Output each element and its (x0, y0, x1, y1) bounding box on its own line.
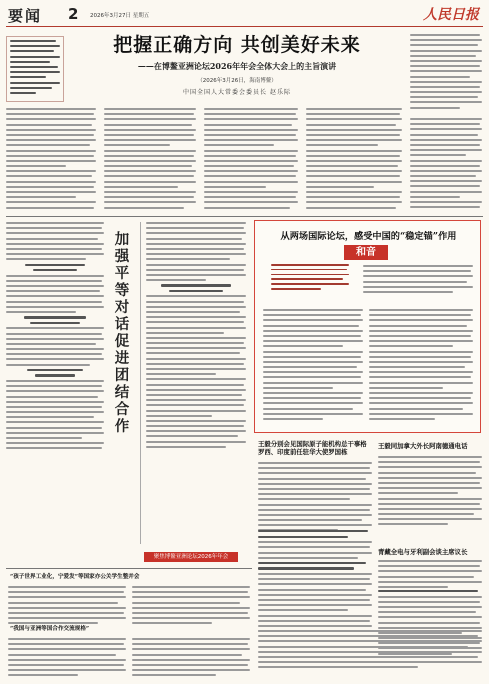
main-subheadline: ——在博鳌亚洲论坛2026年年会全体大会上的主旨演讲 (137, 61, 337, 71)
news-body-wangyi-canada (378, 456, 482, 529)
column-rule (140, 222, 141, 544)
bottom-headline-2: “我国与亚洲等国合作交流规格” (10, 626, 90, 632)
main-body-col-1 (6, 108, 96, 212)
feature-body-right-top (363, 265, 473, 296)
issue-date: 2026年3月27日 星期五 (90, 13, 150, 19)
news-headline-wangyi-meetings: 王毅分别会见国际原子能机构总干事格罗西、印度前任驻华大使罗国栋 (258, 440, 367, 456)
main-dateline: （2026年3月26日，海南博鳌） (197, 78, 277, 84)
section-divider (6, 216, 483, 217)
bottom-headline-1: “孩子世界工业化，宁爱发”等国家亦公关学生整并会 (10, 574, 140, 580)
feature-column-badge: 和音 (344, 245, 388, 260)
main-story-head (72, 30, 402, 96)
section-name: 要闻 (8, 7, 43, 25)
bottom-body-2b (132, 638, 250, 680)
top-right-column (410, 34, 482, 112)
bottom-body-1a (8, 586, 126, 628)
page-number: 2 (68, 5, 79, 23)
main-headline: 把握正确方向 共创美好未来 (113, 34, 361, 56)
middle-column (146, 222, 246, 451)
main-byline: 中国全国人大常委会委员长 赵乐际 (183, 89, 291, 96)
news-headline-third: 青藏全电与牙利副会谈主席议长 (378, 548, 468, 556)
news-body-lower-right (258, 530, 372, 635)
lower-divider (6, 568, 252, 569)
feature-body-left (263, 309, 363, 423)
main-body-col-3 (204, 108, 298, 212)
bottom-body-2a (8, 638, 126, 680)
featured-commentary-box (254, 220, 481, 433)
boao-forum-banner: 聚焦博鳌亚洲论坛2026年年会 (144, 552, 238, 562)
main-body-col-4 (306, 108, 402, 212)
bottom-body-1b (132, 586, 250, 628)
feature-title: 从两场国际论坛，感受中国的“稳定锚”作用 (280, 231, 457, 242)
news-headline-wangyi-canada: 王毅同加拿大外长阿南德通电话 (378, 442, 468, 450)
bottom-right-body (258, 630, 482, 672)
main-body-col-2 (104, 108, 196, 212)
lower-left-column (6, 222, 104, 453)
feature-summary (271, 264, 349, 302)
news-body-third (378, 560, 482, 591)
main-body-col-5 (410, 118, 482, 211)
intro-box (6, 36, 64, 102)
newspaper-logo: 人民日报 (423, 7, 479, 23)
page-header (6, 4, 483, 27)
vertical-headline: 加强平等对话 促进团结合作 (114, 231, 130, 435)
feature-body-right (369, 309, 473, 423)
news-body-wangyi-meetings (258, 462, 372, 535)
